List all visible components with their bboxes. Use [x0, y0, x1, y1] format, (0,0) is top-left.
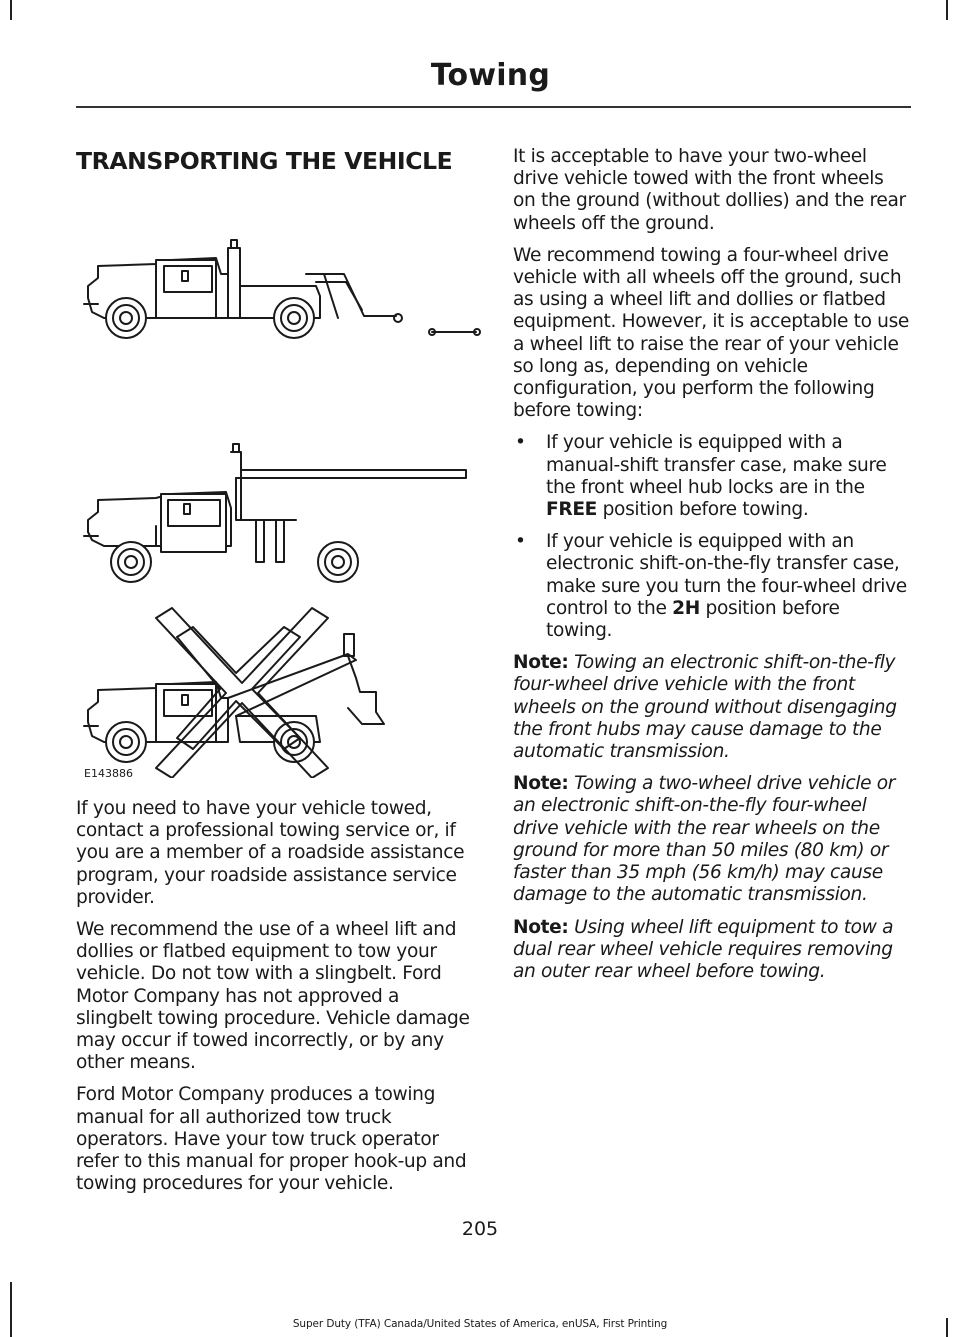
left-paragraph: If you need to have your vehicle towed, contact a professional towing service or, if you are a member of a roadside assistance program, your roadside assistance service provider.	[76, 798, 465, 908]
note-label: Note:	[513, 652, 569, 674]
header-divider	[76, 106, 911, 108]
left-column	[76, 146, 476, 1205]
right-paragraph: It is acceptable to have your two-wheel drive vehicle towed with the front wheels on the ground (without dollies) and the rear wheels off the ground.	[513, 146, 906, 234]
figure-code: E143886	[84, 767, 133, 780]
flatbed-truck-icon	[84, 444, 466, 582]
note-label: Note:	[513, 773, 569, 795]
keyword: FREE	[546, 499, 598, 521]
note-text: Towing a two-wheel drive vehicle or an electronic shift-on-the-fly four-wheel drive vehicle with the rear wheels on the ground for more than 50 miles (80 km) or faster than 35 mph (56 km/h) may cause damage to the automatic transmission.	[513, 773, 896, 906]
crop-mark	[946, 0, 948, 20]
note	[513, 773, 911, 906]
crop-mark	[10, 0, 12, 20]
note-label: Note:	[513, 916, 569, 938]
page-number: 205	[461, 1218, 499, 1240]
list-item: • If your vehicle is equipped with a manual-shift transfer case, make sure the front wheel hub locks are in the FREE position before towing.	[515, 432, 887, 521]
wheel-lift-truck-icon	[84, 240, 480, 338]
page-title: Towing	[430, 58, 550, 93]
note	[513, 917, 911, 984]
footer-text: Super Duty (TFA) Canada/United States of America, enUSA, First Printing	[292, 1318, 668, 1330]
note	[513, 652, 911, 763]
keyword: 2H	[672, 597, 700, 619]
list-item: • If your vehicle is equipped with an electronic shift-on-the-fly transfer case, make sure you turn the four-wheel drive control to the 2H position before towing.	[515, 531, 907, 642]
towing-illustration	[76, 178, 486, 790]
note-text: Towing an electronic shift-on-the-fly four-wheel drive vehicle with the front wheels on the ground without disengaging the front hubs may cause damage to the automatic transmission.	[513, 652, 897, 763]
left-paragraph: We recommend the use of a wheel lift and dollies or flatbed equipment to tow your vehicle. Do not tow with a slingbelt. Ford Motor Company has not approved a slingbelt towing procedure. Vehicle damage may occur if towed incorrectly, or by any other means.	[76, 919, 470, 1074]
section-heading: TRANSPORTING THE VEHICLE	[76, 147, 453, 175]
right-column	[513, 146, 911, 993]
bullet-icon: •	[515, 531, 526, 553]
left-paragraph: Ford Motor Company produces a towing manual for all authorized tow truck operators. Have your tow truck operator refer to this manual for proper hook-up and towing procedures for your vehicle.	[76, 1084, 467, 1195]
note-text: Using wheel lift equipment to tow a dual rear wheel vehicle requires removing an outer rear wheel before towing.	[513, 916, 894, 982]
slingbelt-truck-icon	[84, 634, 384, 762]
bullet-icon: •	[515, 432, 526, 454]
towing-steps-list	[513, 432, 911, 642]
right-paragraph: We recommend towing a four-wheel drive vehicle with all wheels off the ground, such as using a wheel lift and dollies or flatbed equipment. However, it is acceptable to use a wheel lift to raise the rear of your vehicle so long as, depending on vehicle configuration, you perform the following before towing:	[513, 244, 910, 422]
